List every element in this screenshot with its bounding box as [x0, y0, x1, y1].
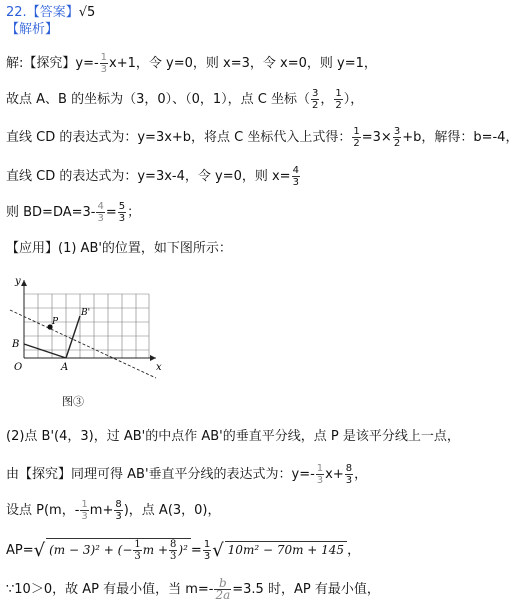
fraction-eight-thirds-3: $\frac{8}{3}$: [170, 539, 177, 562]
explore-line: [6, 52, 377, 75]
fraction-three-halves: $\frac{3}{2}$: [312, 88, 319, 111]
point-p-label: P: [52, 317, 59, 327]
set-p-text-a: 设点 P(m，-: [6, 503, 80, 518]
ap-line: [6, 538, 360, 562]
bd-equals: =: [105, 205, 117, 220]
fraction-one-third-3: $\frac{1}{3}$: [81, 499, 88, 522]
ap-end: ，: [347, 543, 361, 558]
fraction-eight-thirds-2: $\frac{8}{3}$: [115, 499, 122, 522]
cd-text-b: =3×: [361, 130, 392, 145]
minimum-line: [6, 578, 380, 601]
bisector-text-a: 由【探究】同理可得 AB'垂直平分线的表达式为：y=-: [6, 467, 315, 482]
ap-sqrt-1: (m − 3)² + (− $\frac{1}{3}$ m + $\frac{8}{3}$ )²: [46, 538, 191, 562]
x-axis-label: x: [156, 362, 162, 373]
apply-line: [6, 241, 232, 257]
points-text-a: 故点 A、B 的坐标为（3，0）、（0，1），点 C 坐标（: [6, 92, 311, 107]
minimum-text-a: ∵10＞0，故 AP 有最小值，当 m=-: [6, 582, 214, 597]
segment-ba: [24, 344, 66, 358]
ap-sqrt-2: 10m² − 70m + 145: [225, 541, 347, 558]
apply-text: 【应用】(1) AB'的位置，如下图所示：: [6, 241, 232, 256]
bd-text-a: 则 BD=DA=3-: [6, 205, 96, 220]
points-line: [6, 88, 363, 111]
fraction-one-third-2: $\frac{1}{3}$: [316, 463, 324, 486]
y-axis-arrow: [21, 280, 27, 286]
cd-text-c: +b，解得：b=-4，: [402, 130, 518, 145]
bisector-line: [10, 310, 156, 378]
explore-text-b: x+1，令 y=0，则 x=3，令 x=0，则 y=1，: [109, 56, 377, 71]
fraction-four-thirds-2: $\frac{4}{3}$: [97, 201, 104, 224]
part2-text: (2)点 B'(4，3)，过 AB'的中点作 AB'的垂直平分线，点 P 是该平分线上一点，: [6, 429, 460, 444]
fraction-b-2a: $\frac{b}{2a}$: [215, 576, 231, 602]
points-separator: ，: [320, 92, 334, 107]
fraction-one-half: $\frac{1}{2}$: [335, 88, 342, 111]
fraction-five-thirds: $\frac{5}{3}$: [118, 201, 126, 224]
fraction-one-third-4: $\frac{1}{3}$: [134, 539, 141, 562]
y-axis-label: y: [15, 276, 21, 287]
fraction-one-third-5: $\frac{1}{3}$: [203, 539, 211, 562]
grid: [24, 294, 149, 358]
fraction-four-thirds: $\frac{4}{3}$: [292, 165, 299, 188]
part2-line: [6, 429, 460, 445]
fraction-eight-thirds: $\frac{8}{3}$: [345, 463, 353, 486]
x-axis-arrow: [150, 355, 156, 361]
bisector-text-b: x+: [325, 467, 344, 482]
explore-text-a: 解:【探究】y=-: [6, 56, 99, 71]
cd2-text-a: 直线 CD 的表达式为：y=3x-4，令 y=0，则 x=: [6, 169, 291, 184]
answer-tag: 【答案】: [26, 5, 79, 20]
analysis-tag: 【解析】: [6, 22, 59, 37]
point-bprime-label: B': [81, 308, 91, 318]
radical-sign: √: [33, 540, 46, 561]
origin-label: O: [14, 362, 23, 373]
point-b-label: B: [12, 339, 20, 350]
point-a-label: A: [61, 362, 69, 373]
set-p-text-b: m+: [89, 503, 114, 518]
question-number: 22.: [6, 5, 27, 20]
bisector-expr-line: [6, 463, 367, 486]
cd-text-a: 直线 CD 的表达式为：y=3x+b，将点 C 坐标代入上式得：: [6, 130, 352, 145]
bisector-text-c: ，: [354, 467, 368, 482]
ap-text-a: AP=: [6, 543, 34, 558]
coordinate-figure: [6, 266, 176, 414]
fraction-one-half-2: $\frac{1}{2}$: [353, 126, 360, 149]
bd-end: ；: [127, 205, 141, 220]
figure-caption: 图③: [62, 395, 84, 408]
analysis-line: [6, 22, 58, 38]
ap-equals: =: [190, 543, 202, 558]
answer-line: [6, 5, 95, 21]
fraction-three-halves-2: $\frac{3}{2}$: [393, 126, 401, 149]
bd-line: [6, 201, 140, 224]
answer-value: √5: [78, 5, 96, 20]
points-text-b: ），: [343, 92, 364, 107]
radical-sign-2: √: [212, 540, 224, 561]
cd2-line: [6, 165, 301, 188]
set-p-line: [6, 499, 221, 522]
cd-line: [6, 126, 518, 149]
minimum-text-b: =3.5 时，AP 有最小值，: [232, 582, 380, 597]
fraction-one-third: $\frac{1}{3}$: [100, 52, 108, 75]
set-p-text-c: )，点 A(3，0)，: [123, 503, 221, 518]
